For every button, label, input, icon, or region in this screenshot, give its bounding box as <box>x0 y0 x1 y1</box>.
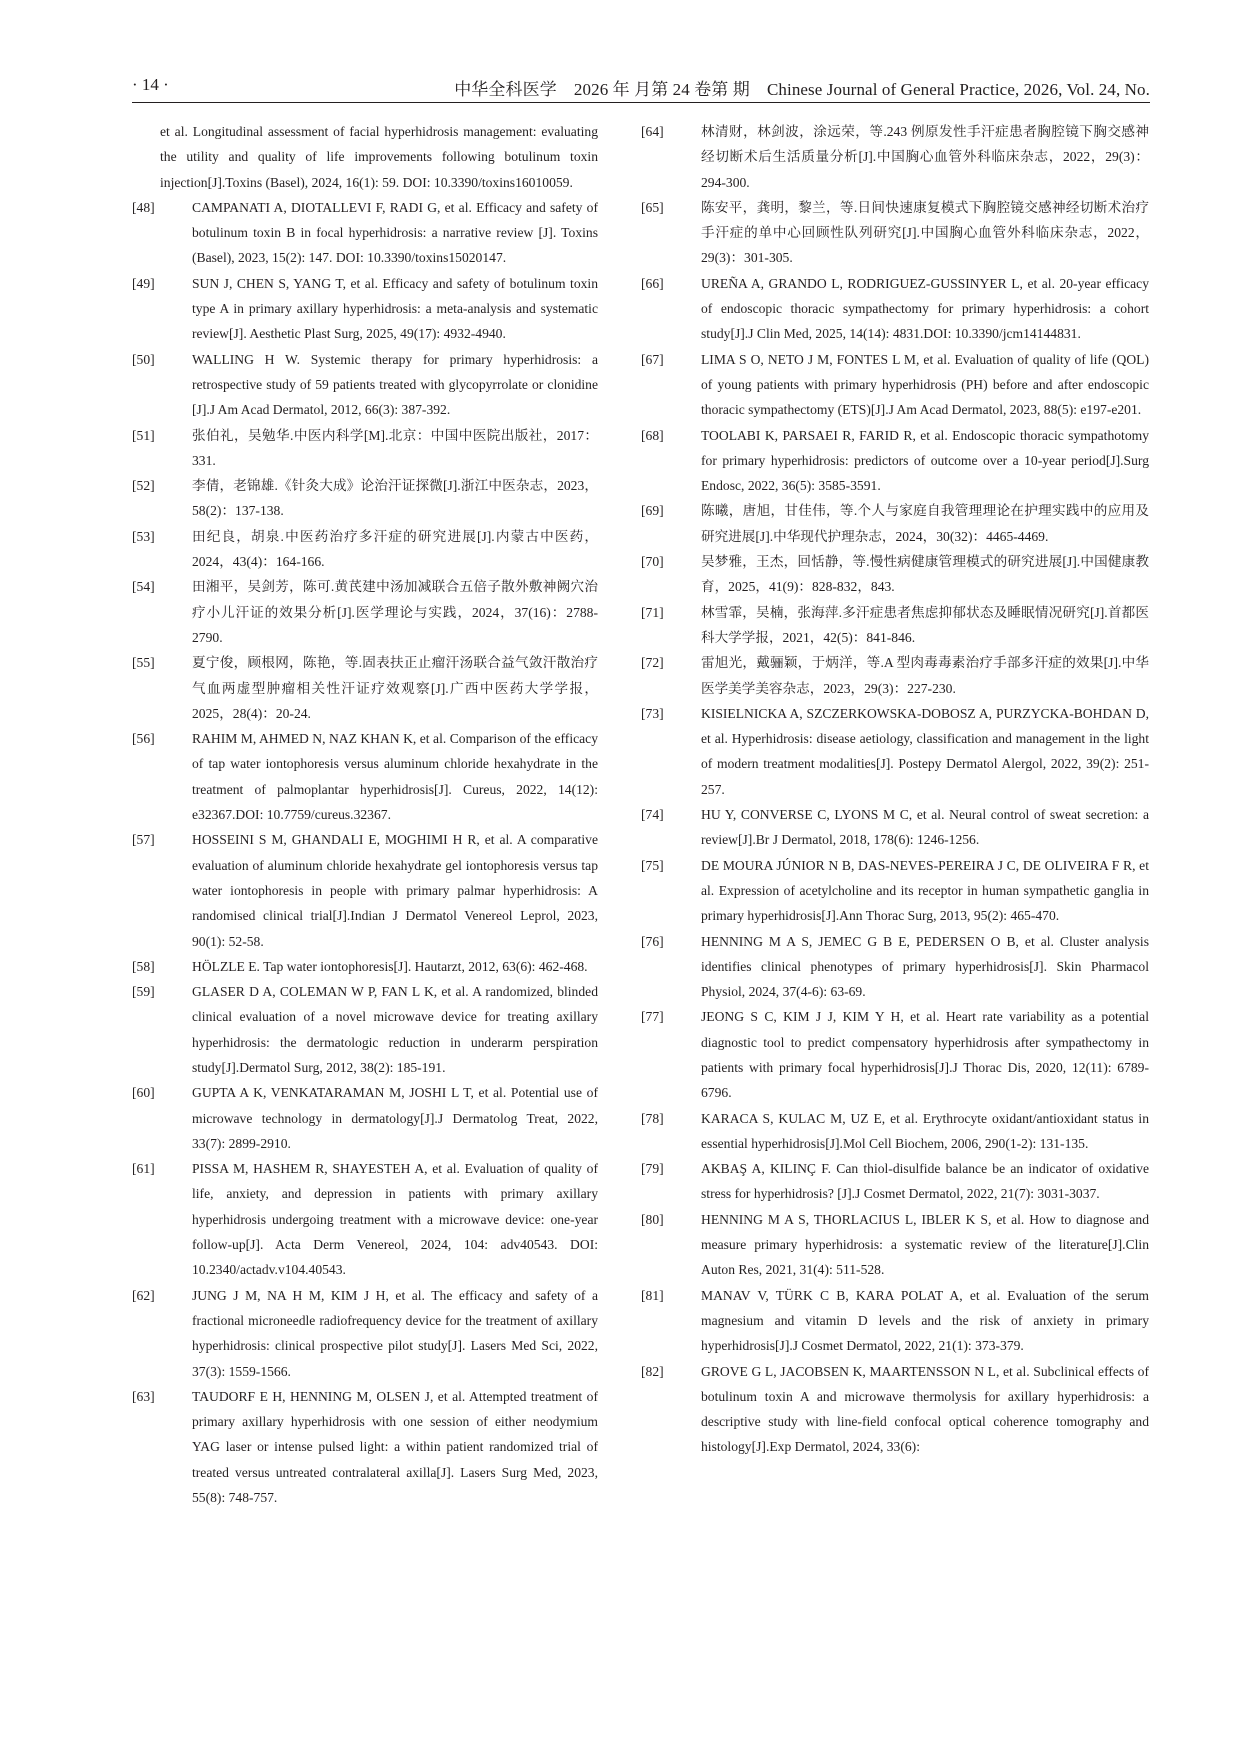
reference-entry <box>132 1283 598 1384</box>
journal-running-title: 中华全科医学 2026 年 月第 24 卷第 期 Chinese Journal of General Practice, 2026, Vol. 24, No. <box>454 80 1150 99</box>
reference-text: GROVE G L, JACOBSEN K, MAARTENSSON N L, et al. Subclinical effects of botulinum toxin A and microwave thermolysis for axillary hyperhidrosis: a descriptive study with line-field confocal optical coherence tomography and histology[J].Exp Dermatol, 2024, 33(6): <box>701 1363 1149 1455</box>
reference-number: [65] <box>641 199 664 215</box>
reference-text: MANAV V, TÜRK C B, KARA POLAT A, et al. Evaluation of the serum magnesium and vitamin D levels and the risk of anxiety in primary hyperhidrosis[J].J Cosmet Dermatol, 2022, 21(1): 373-379. <box>701 1287 1149 1354</box>
reference-text: HÖLZLE E. Tap water iontophoresis[J]. Hautarzt, 2012, 63(6): 462-468. <box>192 958 588 974</box>
reference-entry <box>641 701 1149 802</box>
running-header <box>132 74 1150 103</box>
reference-text: TOOLABI K, PARSAEI R, FARID R, et al. Endoscopic thoracic sympathotomy for primary hyperhidrosis: predictors of outcome over a 10-year period[J].Surg Endosc, 2022, 36(5): 3585-3591. <box>701 427 1149 494</box>
reference-entry <box>132 473 598 524</box>
reference-text: HOSSEINI S M, GHANDALI E, MOGHIMI H R, et al. A comparative evaluation of aluminum chloride hexahydrate gel iontophoresis versus tap water iontophoresis in people with primary palmar hyperhidrosis: A randomised clinical trial[J].Indian J Dermatol Venereol Leprol, 2023, 90(1): 52-58. <box>192 832 598 949</box>
reference-number: [68] <box>641 427 664 443</box>
reference-number: [61] <box>132 1161 155 1177</box>
reference-number: [75] <box>641 857 664 873</box>
reference-number: [58] <box>132 958 155 974</box>
reference-text: KISIELNICKA A, SZCZERKOWSKA-DOBOSZ A, PURZYCKA-BOHDAN D, et al. Hyperhidrosis: disease aetiology, classification and management in the light of modern treatment modalities[J]. Postepy Dermatol Alergol, 2022, 39(2): 251-257. <box>701 705 1149 797</box>
reference-entry <box>132 979 598 1080</box>
reference-text: 李倩，老锦雄.《针灸大成》论治汗证探微[J].浙江中医杂志，2023，58(2)：137-138. <box>192 478 598 519</box>
reference-entry <box>641 853 1149 929</box>
reference-entry <box>641 498 1149 549</box>
reference-text: 雷旭光，戴骊颖，于炳洋，等.A 型肉毒毒素治疗手部多汗症的效果[J].中华医学美学美容杂志，2023，29(3)：227-230. <box>701 655 1149 696</box>
reference-entry <box>641 423 1149 499</box>
reference-text: PISSA M, HASHEM R, SHAYESTEH A, et al. Evaluation of quality of life, anxiety, and depression in patients with primary axillary hyperhidrosis undergoing treatment with a microwave device: one-year follow-up[J]. Acta Derm Venereol, 2024, 104: adv40543. DOI: 10.2340/actadv.v104.40543. <box>192 1161 598 1278</box>
reference-text: DE MOURA JÚNIOR N B, DAS-NEVES-PEREIRA J C, DE OLIVEIRA F R, et al. Expression of acetylcholine and its receptor in human sympathetic ganglia in primary hyperhidrosis[J].Ann Thorac Surg, 2013, 95(2): 465-470. <box>701 857 1149 924</box>
reference-text: LIMA S O, NETO J M, FONTES L M, et al. Evaluation of quality of life (QOL) of young patients with primary hyperhidrosis (PH) before and after endoscopic thoracic sympathectomy (ETS)[J].J Am Acad Dermatol, 2023, 88(5): e197-e201. <box>701 351 1149 418</box>
reference-text: 吴梦雅，王杰，回恬静，等.慢性病健康管理模式的研究进展[J].中国健康教育，2025，41(9)：828-832，843. <box>701 554 1149 595</box>
reference-number: [63] <box>132 1388 155 1404</box>
reference-entry <box>132 650 598 726</box>
reference-entry <box>641 347 1149 423</box>
reference-number: [59] <box>132 984 155 1000</box>
reference-number: [78] <box>641 1110 664 1126</box>
reference-entry <box>641 1106 1149 1157</box>
reference-entry <box>641 1156 1149 1207</box>
reference-number: [66] <box>641 275 664 291</box>
reference-number: [71] <box>641 604 664 620</box>
reference-text: HENNING M A S, THORLACIUS L, IBLER K S, et al. How to diagnose and measure primary hyperhidrosis: a systematic review of the literature[J].Clin Auton Res, 2021, 31(4): 511-528. <box>701 1211 1149 1278</box>
reference-number: [73] <box>641 705 664 721</box>
reference-entry <box>641 271 1149 347</box>
reference-text: 田纪良，胡泉.中医药治疗多汗症的研究进展[J].内蒙古中医药，2024，43(4)：164-166. <box>192 528 598 570</box>
reference-number: [81] <box>641 1287 664 1303</box>
reference-entry <box>132 574 598 650</box>
reference-text: KARACA S, KULAC M, UZ E, et al. Erythrocyte oxidant/antioxidant status in essential hyperhidrosis[J].Mol Cell Biochem, 2006, 290(1-2): 131-135. <box>701 1110 1149 1151</box>
reference-text: WALLING H W. Systemic therapy for primary hyperhidrosis: a retrospective study of 59 patients treated with glycopyrrolate or clonidine [J].J Am Acad Dermatol, 2012, 66(3): 387-392. <box>192 351 598 418</box>
reference-number: [70] <box>641 554 664 570</box>
reference-text: HU Y, CONVERSE C, LYONS M C, et al. Neural control of sweat secretion: a review[J].Br J Dermatol, 2018, 178(6): 1246-1256. <box>701 807 1149 848</box>
reference-entry <box>132 1080 598 1156</box>
reference-number: [74] <box>641 807 664 823</box>
reference-text: AKBAŞ A, KILINÇ F. Can thiol-disulfide balance be an indicator of oxidative stress for hyperhidrosis? [J].J Cosmet Dermatol, 2022, 21(7): 3031-3037. <box>701 1161 1149 1202</box>
reference-entry <box>132 423 598 474</box>
reference-number: [50] <box>132 351 155 367</box>
reference-text: et al. Longitudinal assessment of facial hyperhidrosis management: evaluating the utility and quality of life improvements following botulinum toxin injection[J].Toxins (Basel), 2024, 16(1): 59. DOI: 10.3390/toxins16010059. <box>160 124 598 190</box>
reference-entry <box>641 600 1149 651</box>
reference-entry <box>641 802 1149 853</box>
reference-text: 田湘平，吴剑芳，陈可.黄芪建中汤加减联合五倍子散外敷神阙穴治疗小儿汗证的效果分析[J].医学理论与实践，2024，37(16)：2788-2790. <box>192 579 598 645</box>
reference-text: 陈曦，唐旭，甘佳伟，等.个人与家庭自我管理理论在护理实践中的应用及研究进展[J].中华现代护理杂志，2024，30(32)：4465-4469. <box>701 503 1149 544</box>
reference-entry <box>132 726 598 827</box>
reference-text: GLASER D A, COLEMAN W P, FAN L K, et al. A randomized, blinded clinical evaluation of a novel microwave device for treating axillary hyperhidrosis: the dermatologic reduction in underarm perspiration study[J].Dermatol Surg, 2012, 38(2): 185-191. <box>192 984 598 1075</box>
reference-entry <box>641 1004 1149 1105</box>
reference-number: [48] <box>132 199 155 215</box>
reference-number: [69] <box>641 503 664 519</box>
reference-entry <box>132 347 598 423</box>
reference-entry <box>641 119 1149 195</box>
reference-entry <box>132 1156 598 1282</box>
reference-number: [76] <box>641 933 664 949</box>
reference-number: [64] <box>641 124 664 139</box>
reference-number: [51] <box>132 427 155 443</box>
reference-text: 张伯礼，吴勉华.中医内科学[M].北京：中国中医院出版社，2017：331. <box>192 427 598 468</box>
reference-entry <box>641 195 1149 271</box>
reference-entry <box>641 650 1149 701</box>
reference-text: JEONG S C, KIM J J, KIM Y H, et al. Heart rate variability as a potential diagnostic tool to predict compensatory hyperhidrosis after sympathectomy in patients with primary focal hyperhidrosis[J].J Thorac Dis, 2020, 12(11): 6789-6796. <box>701 1009 1149 1101</box>
reference-entry <box>132 195 598 271</box>
reference-number: [55] <box>132 655 155 671</box>
reference-number: [72] <box>641 655 664 671</box>
reference-text: 林清财，林剑波，涂远荣，等.243 例原发性手汗症患者胸腔镜下胸交感神经切断术后生活质量分析[J].中国胸心血管外科临床杂志，2022，29(3)：294-300. <box>701 124 1149 190</box>
reference-number: [54] <box>132 579 155 595</box>
reference-number: [77] <box>641 1009 664 1025</box>
reference-number: [62] <box>132 1287 155 1303</box>
reference-entry <box>132 524 598 575</box>
references-left-column <box>132 119 598 1510</box>
reference-text: HENNING M A S, JEMEC G B E, PEDERSEN O B, et al. Cluster analysis identifies clinical phenotypes of primary hyperhidrosis[J]. Skin Pharmacol Physiol, 2024, 37(4-6): 63-69. <box>701 933 1149 1000</box>
reference-number: [57] <box>132 832 155 848</box>
reference-number: [60] <box>132 1085 155 1101</box>
reference-entry <box>132 271 598 347</box>
reference-text: TAUDORF E H, HENNING M, OLSEN J, et al. Attempted treatment of primary axillary hyperhidrosis with one session of either neodymium YAG laser or intense pulsed light: a within patient randomized trial of treated versus untreated contralateral axilla[J]. Lasers Surg Med, 2023, 55(8): 748-757. <box>192 1388 598 1506</box>
reference-text: GUPTA A K, VENKATARAMAN M, JOSHI L T, et al. Potential use of microwave technology in dermatology[J].J Dermatolog Treat, 2022, 33(7): 2899-2910. <box>192 1085 598 1151</box>
reference-number: [82] <box>641 1363 664 1379</box>
reference-entry <box>132 827 598 953</box>
references-right-column <box>641 119 1149 1460</box>
reference-text: RAHIM M, AHMED N, NAZ KHAN K, et al. Comparison of the efficacy of tap water iontophoresis versus aluminum chloride hexahydrate in the treatment of palmoplantar hyperhidrosis[J]. Cureus, 2022, 14(12): e32367.DOI: 10.7759/cureus.32367. <box>192 731 598 823</box>
reference-text: CAMPANATI A, DIOTALLEVI F, RADI G, et al. Efficacy and safety of botulinum toxin B in focal hyperhidrosis: a narrative review [J]. Toxins (Basel), 2023, 15(2): 147. DOI: 10.3390/toxins15020147. <box>192 199 598 266</box>
reference-continuation <box>132 119 598 195</box>
reference-text: UREÑA A, GRANDO L, RODRIGUEZ-GUSSINYER L, et al. 20-year efficacy of endoscopic thoracic sympathectomy for primary hyperhidrosis: a cohort study[J].J Clin Med, 2025, 14(14): 4831.DOI: 10.3390/jcm14144831. <box>701 275 1149 342</box>
reference-entry <box>641 929 1149 1005</box>
reference-entry <box>641 1207 1149 1283</box>
reference-number: [80] <box>641 1211 664 1227</box>
reference-text: 夏宁俊，顾根网，陈艳，等.固表扶正止瘤汗汤联合益气敛汗散治疗气血两虚型肿瘤相关性汗证疗效观察[J].广西中医药大学学报，2025，28(4)：20-24. <box>192 655 598 721</box>
reference-number: [67] <box>641 351 664 367</box>
reference-number: [52] <box>132 478 155 494</box>
reference-text: SUN J, CHEN S, YANG T, et al. Efficacy and safety of botulinum toxin type A in primary axillary hyperhidrosis: a meta-analysis and systematic review[J]. Aesthetic Plast Surg, 2025, 49(17): 4932-4940. <box>192 275 598 342</box>
reference-number: [79] <box>641 1161 664 1177</box>
reference-number: [53] <box>132 528 155 544</box>
page-number: · 14 · <box>132 75 169 94</box>
reference-text: 陈安平，龚明，黎兰，等.日间快速康复模式下胸腔镜交感神经切断术治疗手汗症的单中心回顾性队列研究[J].中国胸心血管外科临床杂志，2022，29(3)：301-305. <box>701 199 1149 266</box>
reference-entry <box>641 1359 1149 1460</box>
reference-text: 林雪霏，吴楠，张海萍.多汗症患者焦虑抑郁状态及睡眠情况研究[J].首都医科大学学报，2021，42(5)：841-846. <box>701 604 1149 645</box>
reference-text: JUNG J M, NA H M, KIM J H, et al. The efficacy and safety of a fractional microneedle radiofrequency device for the treatment of axillary hyperhidrosis: clinical prospective pilot study[J]. Lasers Med Sci, 2022, 37(3): 1559-1566. <box>192 1287 598 1379</box>
reference-number: [49] <box>132 275 155 291</box>
reference-number: [56] <box>132 731 155 747</box>
reference-entry <box>132 1384 598 1510</box>
reference-entry <box>641 549 1149 600</box>
reference-entry <box>641 1283 1149 1359</box>
reference-entry <box>132 954 598 979</box>
